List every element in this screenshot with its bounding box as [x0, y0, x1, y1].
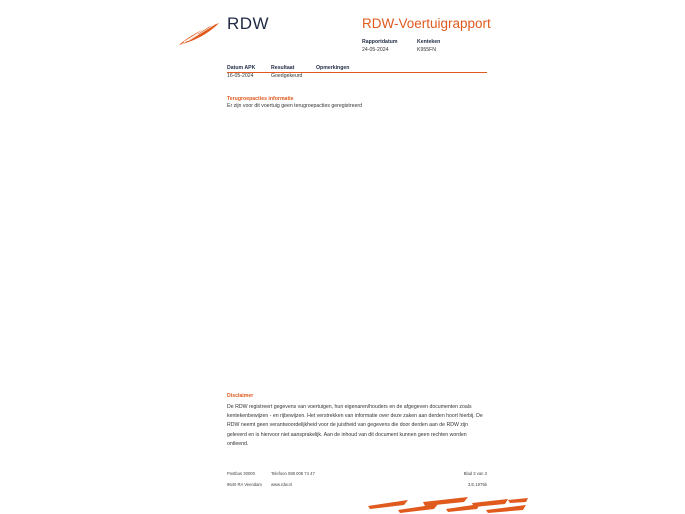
plate-value: K955FN	[417, 46, 437, 53]
report-title: RDW-Voertuigrapport	[362, 16, 491, 31]
report-date-label: Rapportdatum	[362, 39, 398, 45]
disclaimer-line: geleverd en is hiervoor niet aansprakelijk. Aan de inhoud van dit document kunnen geen rechten worden	[227, 431, 467, 438]
recall-text: Er zijn voor dit voertuig geen terugroepacties geregistreerd	[227, 103, 362, 109]
footer-city: 9640 RA Veendam	[227, 481, 262, 487]
plate-label: Kenteken	[417, 39, 441, 45]
apk-cell-date: 16-05-2024	[227, 73, 254, 79]
footer-address	[227, 469, 262, 490]
disclaimer-line: RDW neemt geen verantwoordelijkheid voor de juistheid van gegevens die door derden aan de RDW zijn	[227, 422, 469, 429]
plate-block	[417, 39, 440, 54]
apk-divider	[227, 72, 487, 73]
footer-doc-code: 3.E.1975b	[467, 481, 487, 487]
disclaimer-body	[227, 403, 489, 449]
footer-website-link[interactable]: www.rdw.nl	[271, 481, 292, 487]
disclaimer-title: Disclaimer	[227, 393, 254, 399]
rdw-wing-logo-icon	[178, 21, 220, 46]
apk-cell-result: Goedgekeurd	[271, 73, 303, 79]
disclaimer-line: ontleend.	[227, 440, 249, 447]
apk-header-date: Datum APK	[227, 65, 256, 71]
rdw-stripes-decoration-icon	[368, 496, 528, 514]
recall-title: Terugroepacties informatie	[227, 96, 294, 102]
footer-page-info	[440, 469, 487, 490]
disclaimer-line: kentekenbewijzen - en rijbewijzen. Het verstrekken van informatie over deze zaken aan derden hoort hierbij. De	[227, 413, 483, 420]
disclaimer-line: De RDW registreert gegevens van voertuigen, hun eigenaren/houders en de afgegeven documenten zoals	[227, 404, 472, 410]
brand-name: RDW	[227, 14, 270, 33]
footer-postbus: Postbus 30000	[227, 471, 255, 476]
report-date-value: 24-05-2024	[362, 46, 389, 53]
footer-page-number: Blad 3 van 3	[463, 471, 487, 476]
apk-header-result: Resultaat	[271, 65, 295, 71]
report-date-block	[362, 39, 397, 54]
footer-contact	[271, 469, 315, 490]
apk-header-remarks: Opmerkingen	[316, 65, 350, 71]
footer-phone: Telefoon 088 008 74 47	[271, 471, 315, 476]
